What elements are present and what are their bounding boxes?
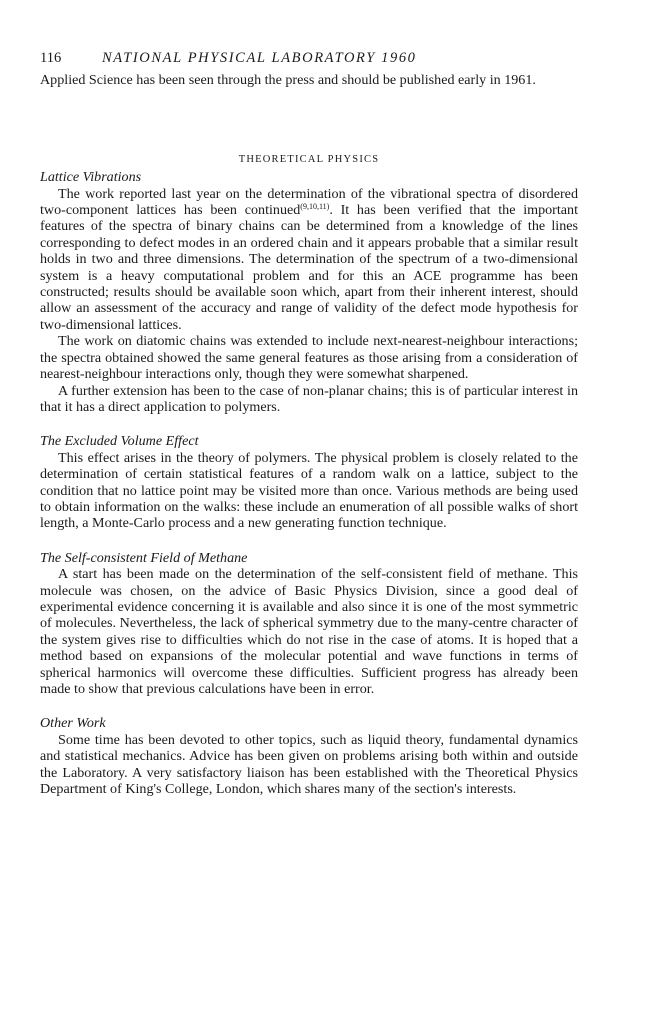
subsection-excluded-volume: [40, 433, 578, 531]
running-header: [40, 50, 578, 66]
body-paragraph: [40, 186, 578, 334]
body-paragraph: The work on diatomic chains was extended to include next-nearest-neighbour interactions; the spectra obtained showed the same general features as those arising from a consideration of nearest-neighbour interactions only, though they were somewhat sharpened.: [40, 333, 578, 383]
subsection-heading: Lattice Vibrations: [40, 169, 142, 186]
paragraph-text: The work reported last year on the determination of the vibrational spectra of disordered two-component lattices has been continued: [40, 185, 578, 219]
subsection-lattice-vibrations: [40, 169, 578, 415]
body-paragraph: A start has been made on the determination of the self-consistent field of methane. This molecule was chosen, on the advice of Basic Physics Division, since a good deal of experimental evidence concerning it is available and also since it is one of the most symmetric of molecules. Nevertheless, the lack of spherical symmetry due to the many-centre character of the system gives rise to difficulties which do not rise in the case of atoms. It is hoped that a method based on expansions of the molecular potential and wave functions in terms of spherical harmonics will overcome these difficulties. Sufficient progress has already been made to show that previous calculations have been in error.: [40, 566, 578, 697]
page-number: 116: [40, 50, 62, 66]
section-title: THEORETICAL PHYSICS: [238, 153, 380, 165]
body-paragraph: Some time has been devoted to other topics, such as liquid theory, fundamental dynamics and statistical mechanics. Advice has been given on problems arising both within and outside the Laboratory. A very satisfactory liaison has been established with the Theoretical Physics Department of King's College, London, which shares many of the section's interests.: [40, 731, 578, 798]
running-title: NATIONAL PHYSICAL LABORATORY 1960: [102, 50, 417, 66]
subsection-methane: [40, 550, 578, 698]
body-paragraph: This effect arises in the theory of polymers. The physical problem is closely related to the determination of certain statistical features of a random walk on a lattice, subject to the condition that no lattice point may be visited more than once. Various methods are being used to obtain information on the walks: these include an enumeration of all possible walks of short length, a Monte-Carlo process and a new generating function technique.: [40, 449, 578, 532]
subsection-heading: The Excluded Volume Effect: [40, 433, 199, 450]
subsection-other-work: [40, 715, 578, 797]
body-paragraph: A further extension has been to the case of non-planar chains; this is of particular interest in that it has a direct application to polymers.: [40, 382, 578, 415]
carryover-paragraph: Applied Science has been seen through the press and should be published early in 1961.: [40, 72, 536, 89]
reference-superscript: (9,10,11): [300, 202, 330, 212]
paragraph-text: . It has been verified that the important features of the spectra of binary chains can be determined from a knowledge of the lines corresponding to defect modes in an ordered chain and it appears probable that a similar result holds in two and three dimensions. The determination of the spectrum of a two-dimensional system is a heavy computational problem and for this an ACE programme has been constructed; results should be available soon which, apart from their inherent interest, should allow an assessment of the accuracy and range of validity of the defect mode hypothesis for two-dimensional lattices.: [40, 202, 578, 333]
report-page: [40, 50, 578, 797]
subsection-heading: The Self-consistent Field of Methane: [40, 549, 248, 566]
subsection-heading: Other Work: [40, 715, 106, 732]
